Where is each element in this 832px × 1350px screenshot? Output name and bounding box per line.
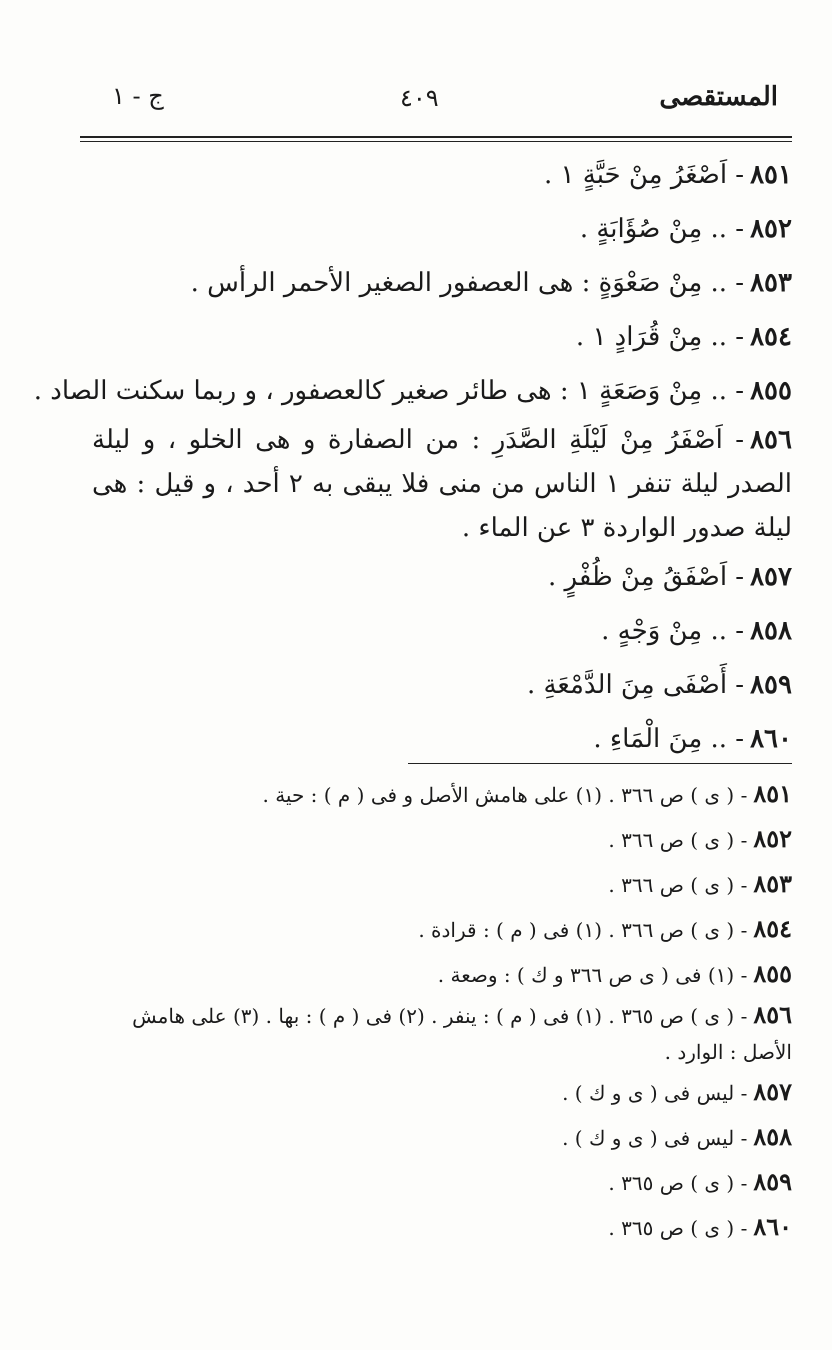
proverb-entry [92,310,792,364]
entry-text: - .. مِنَ الْمَاءِ . [593,724,745,754]
footnote-number: ٨٦٠ [753,1212,792,1241]
footnote-number: ٨٥٣ [753,869,792,898]
entry-text: - اَصْغَرُ مِنْ حَبَّةٍ ١ . [543,160,745,190]
footnote [80,997,792,1070]
proverb-entry [92,604,792,658]
footnote-number: ٨٥٩ [753,1167,792,1196]
volume-label: ج - ١ [112,82,164,110]
footnote [80,1160,792,1205]
footnote-text: - ليس فى ( ى و ك ) . [562,1126,748,1150]
footnote-text: - ( ى ) ص ٣٦٦ . [608,873,748,897]
proverb-entry [92,658,792,712]
entry-text: - .. مِنْ صَعْوَةٍ : هى العصفور الصغير الأحمر الرأس . [190,268,745,298]
proverb-entry [92,148,792,202]
entry-number: ٨٥١ [750,160,792,190]
footnote-number: ٨٥٧ [753,1077,792,1106]
entry-number: ٨٥٩ [750,670,792,700]
footnote-number: ٨٥٨ [753,1122,792,1151]
footnote-number: ٨٥١ [753,779,792,808]
footnote [80,1205,792,1250]
entry-number: ٨٥٤ [750,322,792,352]
entry-text: - .. مِنْ قُرَادٍ ١ . [575,322,745,352]
entry-text: - .. مِنْ صُؤَابَةٍ . [579,214,745,244]
header-rule [80,136,792,142]
proverb-entry [92,712,792,766]
proverb-entry [92,256,792,310]
footnote-text: - ( ى ) ص ٣٦٥ . [608,1216,748,1240]
proverb-entry [92,418,792,550]
footnote-number: ٨٥٦ [753,1000,792,1029]
entry-number: ٨٥٧ [750,562,792,592]
proverb-entry [33,364,792,418]
footnotes [80,772,792,1250]
entry-number: ٨٥٨ [750,616,792,646]
entry-number: ٨٦٠ [750,724,792,754]
footnote-text: - ( ى ) ص ٣٦٦ . (١) على هامش الأصل و فى ( م ) : حية . [262,783,748,807]
footnote [80,772,792,817]
footnote [80,952,792,997]
footnote [80,817,792,862]
entry-number: ٨٥٣ [750,268,792,298]
footnote-separator [408,763,792,764]
entry-text: - أَصْفَى مِنَ الدَّمْعَةِ . [526,670,745,700]
proverb-entry [92,202,792,256]
entry-text: - .. مِنْ وَجْهٍ . [601,616,745,646]
footnote-text: - ( ى ) ص ٣٦٦ . [608,828,748,852]
page-number: ٤٠٩ [400,84,439,112]
footnote-text: - ( ى ) ص ٣٦٥ . (١) فى ( م ) : ينفر . (٢) فى ( م ) : بها . (٣) على هامش الأصل : الوارد . [132,1004,792,1064]
entry-text: - اَصْفَرُ مِنْ لَيْلَةِ الصَّدَرِ : من الصفارة و هى الخلو ، و ليلة الصدر ليلة تنفر ١ الناس من منى فلا يبقى به ٢ أحد ، و قيل : هى ليلة صدور الواردة ٣ عن الماء . [92,425,792,543]
footnote-number: ٨٥٥ [753,959,792,988]
footnote-text: - (١) فى ( ى ص ٣٦٦ و ك ) : وصعة . [437,963,748,987]
footnote-text: - ليس فى ( ى و ك ) . [562,1081,748,1105]
book-title: المستقصى [659,82,778,112]
footnote-number: ٨٥٤ [753,914,792,943]
entry-text: - .. مِنْ وَصَعَةٍ ١ : هى طائر صغير كالعصفور ، و ربما سكنت الصاد . [33,376,745,406]
footnote [80,1070,792,1115]
entry-text: - اَصْفَقُ مِنْ ظُفْرٍ . [547,562,745,592]
entry-number: ٨٥٥ [750,376,792,406]
proverb-entry [92,550,792,604]
footnote-text: - ( ى ) ص ٣٦٥ . [608,1171,748,1195]
proverb-list [33,148,792,766]
footnote [80,1115,792,1160]
footnote [80,862,792,907]
running-header [100,78,778,122]
footnote [80,907,792,952]
entry-number: ٨٥٢ [750,214,792,244]
entry-number: ٨٥٦ [750,425,792,455]
footnote-text: - ( ى ) ص ٣٦٦ . (١) فى ( م ) : قرادة . [418,918,748,942]
footnote-number: ٨٥٢ [753,824,792,853]
